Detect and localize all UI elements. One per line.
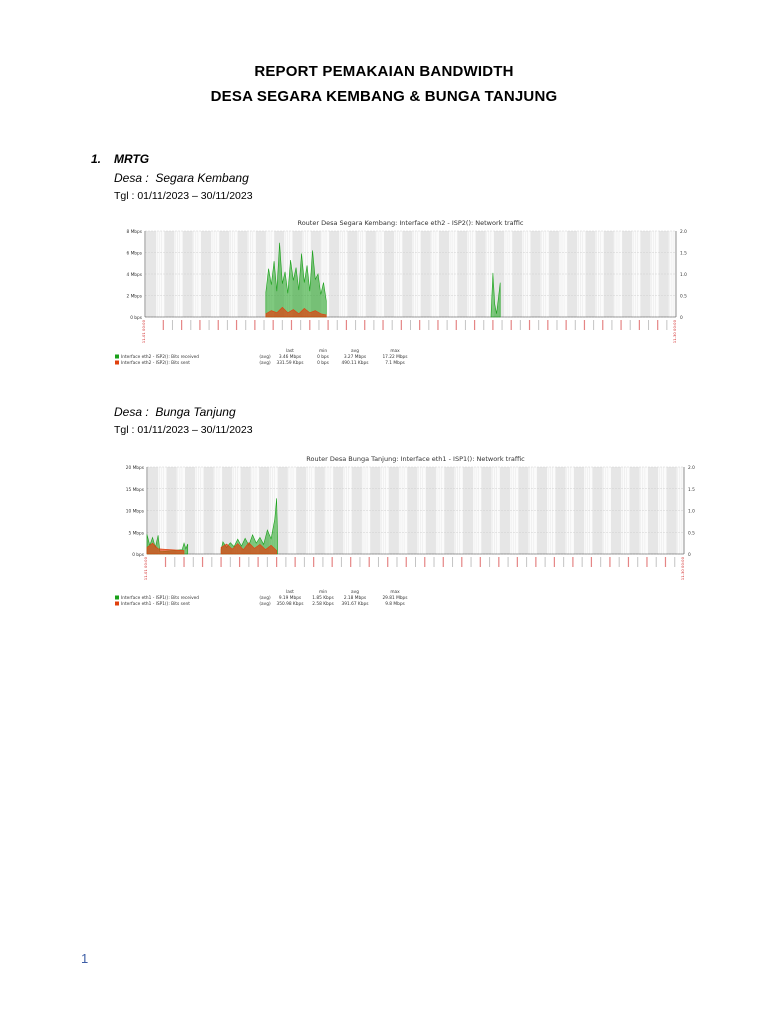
x-day-tick [517,557,518,567]
x-hour-tick [434,557,435,567]
section-name: MRTG [114,152,150,166]
legend-value-last: 331.59 Kbps [276,361,304,366]
x-hour-tick [264,320,265,330]
legend-header-min: min [318,349,328,354]
legend-label: Interface eth1 - ISP1(): Bits sent [121,602,190,607]
legend-label: Interface eth2 - ISP2(): Bits received [121,355,200,360]
x-hour-tick [341,557,342,567]
x-day-tick [199,320,200,330]
x-day-tick [309,320,310,330]
x-day-tick [437,320,438,330]
x-day-tick [492,320,493,330]
x-hour-tick [322,557,323,567]
legend-header-max: max [390,590,400,595]
x-day-tick [443,557,444,567]
chart-title: Router Desa Bunga Tanjung: Interface eth1 - ISP1(): Network traffic [306,455,525,463]
x-hour-tick [520,320,521,330]
x-day-tick [584,320,585,330]
x-day-tick [639,320,640,330]
x-day-tick [498,557,499,567]
x-hour-tick [502,320,503,330]
legend-value-last: 3.46 Mbps [278,355,302,360]
x-day-tick [566,320,567,330]
x-hour-tick [337,320,338,330]
x-day-tick [461,557,462,567]
x-hour-tick [248,557,249,567]
x-hour-tick [447,320,448,330]
desa-label-segara-kembang: Desa : Segara Kembang [114,171,249,185]
x-day-tick [657,320,658,330]
legend-swatch [115,602,119,606]
page-number: 1 [81,951,89,966]
legend-header-last: last [286,590,294,595]
x-hour-tick [428,320,429,330]
legend-swatch [115,355,119,359]
legend-value-min: 1.85 Kbps [312,596,334,601]
x-day-tick [401,320,402,330]
x-hour-tick [619,557,620,567]
legend-label: Interface eth2 - ISP2(): Bits sent [121,361,190,366]
legend-value-min: 0 bps [317,355,329,360]
y-right-tick-label: 0.5 [688,531,695,537]
traffic-chart-svg-bunga-tanjung [113,453,701,610]
legend-value-avg: 490.11 Kbps [341,361,369,366]
x-hour-tick [600,557,601,567]
y-tick-label: 0 bps [130,316,142,321]
x-hour-tick [359,557,360,567]
y-tick-label: 5 Mbps [128,531,144,537]
y-right-tick-label: 0 [688,553,691,558]
x-day-tick [628,557,629,567]
x-day-tick [646,557,647,567]
x-hour-tick [545,557,546,567]
legend-header-min: min [318,590,328,595]
legend-header-last: last [286,349,294,354]
x-day-tick [480,557,481,567]
x-hour-tick [230,557,231,567]
x-day-tick [456,320,457,330]
legend-header-avg: avg [351,590,359,595]
legend-swatch [115,596,119,600]
x-day-tick [328,320,329,330]
legend-header-avg: avg [351,349,359,354]
x-hour-tick [267,557,268,567]
x-edge-label: 11-30 00:00 [680,557,685,581]
legend-value-avg: 3.27 Mbps [343,355,367,360]
x-hour-tick [556,320,557,330]
report-title-line2: DESA SEGARA KEMBANG & BUNGA TANJUNG [210,88,558,105]
legend-value-max: 9.8 Mbps [385,602,405,607]
x-day-tick [295,557,296,567]
y-tick-label: 0 bps [132,553,144,558]
x-hour-tick [538,320,539,330]
x-day-tick [535,557,536,567]
report-title-line1: REPORT PEMAKAIAN BANDWIDTH [254,63,514,80]
x-hour-tick [392,320,393,330]
x-day-tick [572,557,573,567]
x-day-tick [529,320,530,330]
x-edge-label: 11-30 00:00 [672,320,677,344]
legend-value-last: 350.98 Kbps [276,602,304,607]
y-tick-label: 15 Mbps [125,487,144,493]
x-day-tick [665,557,666,567]
x-day-tick [511,320,512,330]
y-right-tick-label: 0.5 [680,294,687,300]
legend-value-avg: 2.18 Mbps [343,596,367,601]
x-day-tick [382,320,383,330]
x-day-tick [181,320,182,330]
x-day-tick [163,320,164,330]
x-hour-tick [637,557,638,567]
legend-value-min: 2.58 Kbps [312,602,334,607]
x-hour-tick [674,557,675,567]
x-hour-tick [526,557,527,567]
y-right-tick-label: 2.0 [688,466,695,471]
x-hour-tick [471,557,472,567]
y-right-tick-label: 0 [680,316,683,321]
x-day-tick [346,320,347,330]
traffic-chart-segara-kembang [113,218,690,373]
x-hour-tick [190,320,191,330]
x-day-tick [313,557,314,567]
x-hour-tick [666,320,667,330]
x-day-tick [220,557,221,567]
x-hour-tick [318,320,319,330]
x-hour-tick [245,320,246,330]
x-hour-tick [575,320,576,330]
y-right-tick-label: 2.0 [680,230,687,235]
legend-value-min: 0 bps [317,361,329,366]
legend-value-last: 9.19 Mbps [278,596,302,601]
legend-type: (avg) [259,602,271,607]
x-hour-tick [373,320,374,330]
x-hour-tick [648,320,649,330]
x-hour-tick [611,320,612,330]
x-hour-tick [174,557,175,567]
x-day-tick [183,557,184,567]
date-range-segara-kembang: Tgl : 01/11/2023 – 30/11/2023 [114,190,253,202]
legend-type: (avg) [259,361,271,366]
x-day-tick [332,557,333,567]
x-hour-tick [630,320,631,330]
legend-value-max: 17.22 Mbps [382,355,408,360]
y-right-tick-label: 1.0 [688,509,695,515]
x-day-tick [364,320,365,330]
legend-type: (avg) [259,355,271,360]
legend-swatch [115,361,119,365]
legend-header-max: max [390,349,400,354]
x-hour-tick [285,557,286,567]
x-day-tick [276,557,277,567]
x-edge-label: 11-01 00:00 [143,557,148,581]
y-tick-label: 2 Mbps [126,294,142,300]
y-tick-label: 6 Mbps [126,251,142,257]
legend-value-max: 7.1 Mbps [385,361,405,366]
x-hour-tick [209,320,210,330]
x-day-tick [620,320,621,330]
desa-label-bunga-tanjung: Desa : Bunga Tanjung [114,405,236,419]
legend-type: (avg) [259,596,271,601]
x-hour-tick [593,320,594,330]
x-day-tick [554,557,555,567]
x-day-tick [165,557,166,567]
x-hour-tick [483,320,484,330]
x-day-tick [369,557,370,567]
x-hour-tick [172,320,173,330]
x-hour-tick [563,557,564,567]
y-tick-label: 8 Mbps [126,230,142,235]
x-day-tick [387,557,388,567]
x-day-tick [419,320,420,330]
x-day-tick [406,557,407,567]
x-hour-tick [582,557,583,567]
x-day-tick [474,320,475,330]
x-hour-tick [489,557,490,567]
x-hour-tick [355,320,356,330]
x-hour-tick [415,557,416,567]
section-number: 1. [91,152,102,166]
x-edge-label: 11-01 00:00 [141,320,146,344]
x-hour-tick [396,557,397,567]
x-hour-tick [656,557,657,567]
x-day-tick [291,320,292,330]
y-right-tick-label: 1.5 [688,487,695,493]
x-day-tick [602,320,603,330]
x-day-tick [258,557,259,567]
legend-value-max: 29.81 Mbps [382,596,408,601]
x-hour-tick [211,557,212,567]
x-hour-tick [508,557,509,567]
y-tick-label: 4 Mbps [126,273,142,278]
y-right-tick-label: 1.5 [680,251,687,257]
x-hour-tick [465,320,466,330]
date-range-bunga-tanjung: Tgl : 01/11/2023 – 30/11/2023 [114,424,253,436]
x-day-tick [202,557,203,567]
x-day-tick [591,557,592,567]
legend-label: Interface eth1 - ISP1(): Bits received [121,596,200,601]
x-day-tick [236,320,237,330]
x-hour-tick [227,320,228,330]
x-day-tick [547,320,548,330]
chart-title: Router Desa Segara Kembang: Interface eth2 - ISP2(): Network traffic [297,219,524,227]
x-day-tick [254,320,255,330]
y-right-tick-label: 1.0 [680,273,687,278]
x-day-tick [273,320,274,330]
x-day-tick [350,557,351,567]
x-hour-tick [282,320,283,330]
traffic-chart-svg-segara-kembang [113,218,690,373]
x-day-tick [609,557,610,567]
x-day-tick [218,320,219,330]
y-tick-label: 20 Mbps [125,466,144,471]
traffic-chart-bunga-tanjung [113,453,701,610]
x-hour-tick [300,320,301,330]
x-hour-tick [378,557,379,567]
y-tick-label: 10 Mbps [125,509,144,515]
x-hour-tick [304,557,305,567]
x-hour-tick [452,557,453,567]
x-day-tick [424,557,425,567]
x-day-tick [239,557,240,567]
x-hour-tick [410,320,411,330]
legend-value-avg: 391.67 Kbps [341,602,369,607]
x-hour-tick [193,557,194,567]
